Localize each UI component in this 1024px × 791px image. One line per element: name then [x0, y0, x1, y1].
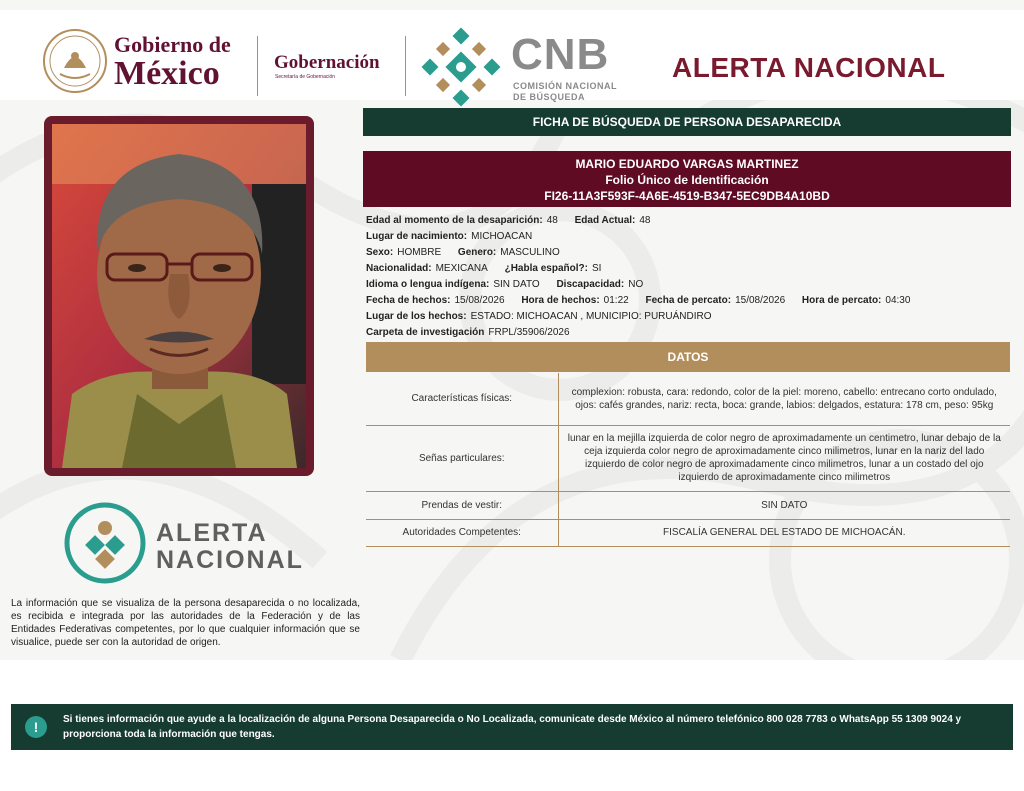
mexico-seal-icon — [42, 28, 108, 94]
prendas-value: SIN DATO — [558, 491, 1010, 519]
table-row — [366, 519, 1010, 546]
info-row-sexo: Sexo: HOMBRE Genero: MASCULINO — [366, 247, 560, 258]
disclaimer: La información que se visualiza de la persona desaparecida o no localizada, es recibida e integrada por las autoridades de la Federación y de las Entidades Federativas competentes, por lo que cualquier información que se visualice, puede ser con la autoridad de origen. — [11, 598, 360, 648]
cnb-title: CNB — [511, 30, 610, 79]
caracteristicas-value: complexion: robusta, cara: redondo, color de la piel: moreno, cabello: entrecano corto ondulado, ojos: cafés grandes, nariz: recta, boca: grande, labios: delgados, estatura: 178 cm, peso: 95kg — [558, 373, 1010, 425]
autoridades-value: FISCALÍA GENERAL DEL ESTADO DE MICHOACÁN. — [558, 519, 1010, 546]
exclamation-icon: ! — [25, 716, 47, 738]
alerta-nacional-logo-icon — [64, 502, 146, 584]
autoridades-label: Autoridades Competentes: — [366, 519, 558, 546]
info-row-lugar-nacimiento: Lugar de nacimiento: MICHOACAN — [366, 231, 533, 242]
person-info — [366, 213, 1011, 341]
info-row-edad: Edad al momento de la desaparición: 48 Edad Actual: 48 — [366, 215, 651, 226]
divider — [405, 36, 406, 96]
person-name-box — [363, 151, 1011, 207]
info-row-carpeta: Carpeta de investigación FRPL/35906/2026 — [366, 327, 570, 338]
info-row-fechas: Fecha de hechos: 15/08/2026 Hora de hechos: 01:22 Fecha de percato: 15/08/2026 Hora de percato: 04:30 — [366, 295, 911, 306]
person-photo — [52, 124, 306, 468]
cnb-logo-icon — [420, 26, 502, 108]
folio-label: Folio Único de Identificación — [605, 173, 769, 187]
datos-title-bar: DATOS — [366, 342, 1010, 372]
alert-title: ALERTA NACIONAL — [672, 52, 946, 83]
table-row — [366, 373, 1010, 425]
table-row — [366, 491, 1010, 519]
info-row-idioma: Idioma o lengua indígena: SIN DATO Discapacidad: NO — [366, 279, 644, 290]
divider — [257, 36, 258, 96]
header — [0, 10, 1024, 100]
gobernacion-subtitle: Secretaría de Gobernación — [275, 74, 336, 80]
info-row-nacionalidad: Nacionalidad: MEXICANA ¿Habla español?: SI — [366, 263, 602, 274]
info-row-lugar-hechos: Lugar de los hechos: ESTADO: MICHOACAN , MUNICIPIO: PURUÁNDIRO — [366, 311, 712, 322]
senas-value: lunar en la mejilla izquierda de color negro de aproximadamente un centimetro, lunar debajo de la ceja izquierda color negro de aproximadamente cinco milimetros, lunar en la nariz del lado izquierdo de color negro de aproximadamente cinco milimetros, lunar a un costado del ojo izquierdo de aproximadamente cinco milimetros — [558, 425, 1010, 491]
datos-table — [366, 373, 1010, 547]
person-photo-frame — [44, 116, 314, 476]
folio-value: FI26-11A3F593F-4A6E-4519-B347-5EC9DB4A10BD — [544, 189, 830, 203]
ficha-title-bar: FICHA DE BÚSQUEDA DE PERSONA DESAPARECIDA — [363, 108, 1011, 136]
footer-bar — [11, 704, 1013, 750]
table-row — [366, 425, 1010, 491]
senas-label: Señas particulares: — [366, 425, 558, 491]
alerta-nacional-logo-text: ALERTA NACIONAL — [156, 519, 304, 574]
gobierno-mexico-logo: Gobierno de México — [114, 32, 231, 92]
gobernacion-logo: Gobernación — [274, 52, 380, 73]
person-name: MARIO EDUARDO VARGAS MARTINEZ — [575, 157, 799, 171]
footer-text: Si tienes información que ayude a la localización de alguna Persona Desaparecida o No Localizada, comunicate desde México al número telefónico 800 028 7783 o WhatsApp 55 1309 9024 y proporciona toda la información que tengas. — [63, 714, 962, 740]
prendas-label: Prendas de vestir: — [366, 491, 558, 519]
cnb-subtitle: COMISIÓN NACIONAL DE BÚSQUEDA — [513, 81, 617, 102]
caracteristicas-label: Características físicas: — [366, 373, 558, 425]
